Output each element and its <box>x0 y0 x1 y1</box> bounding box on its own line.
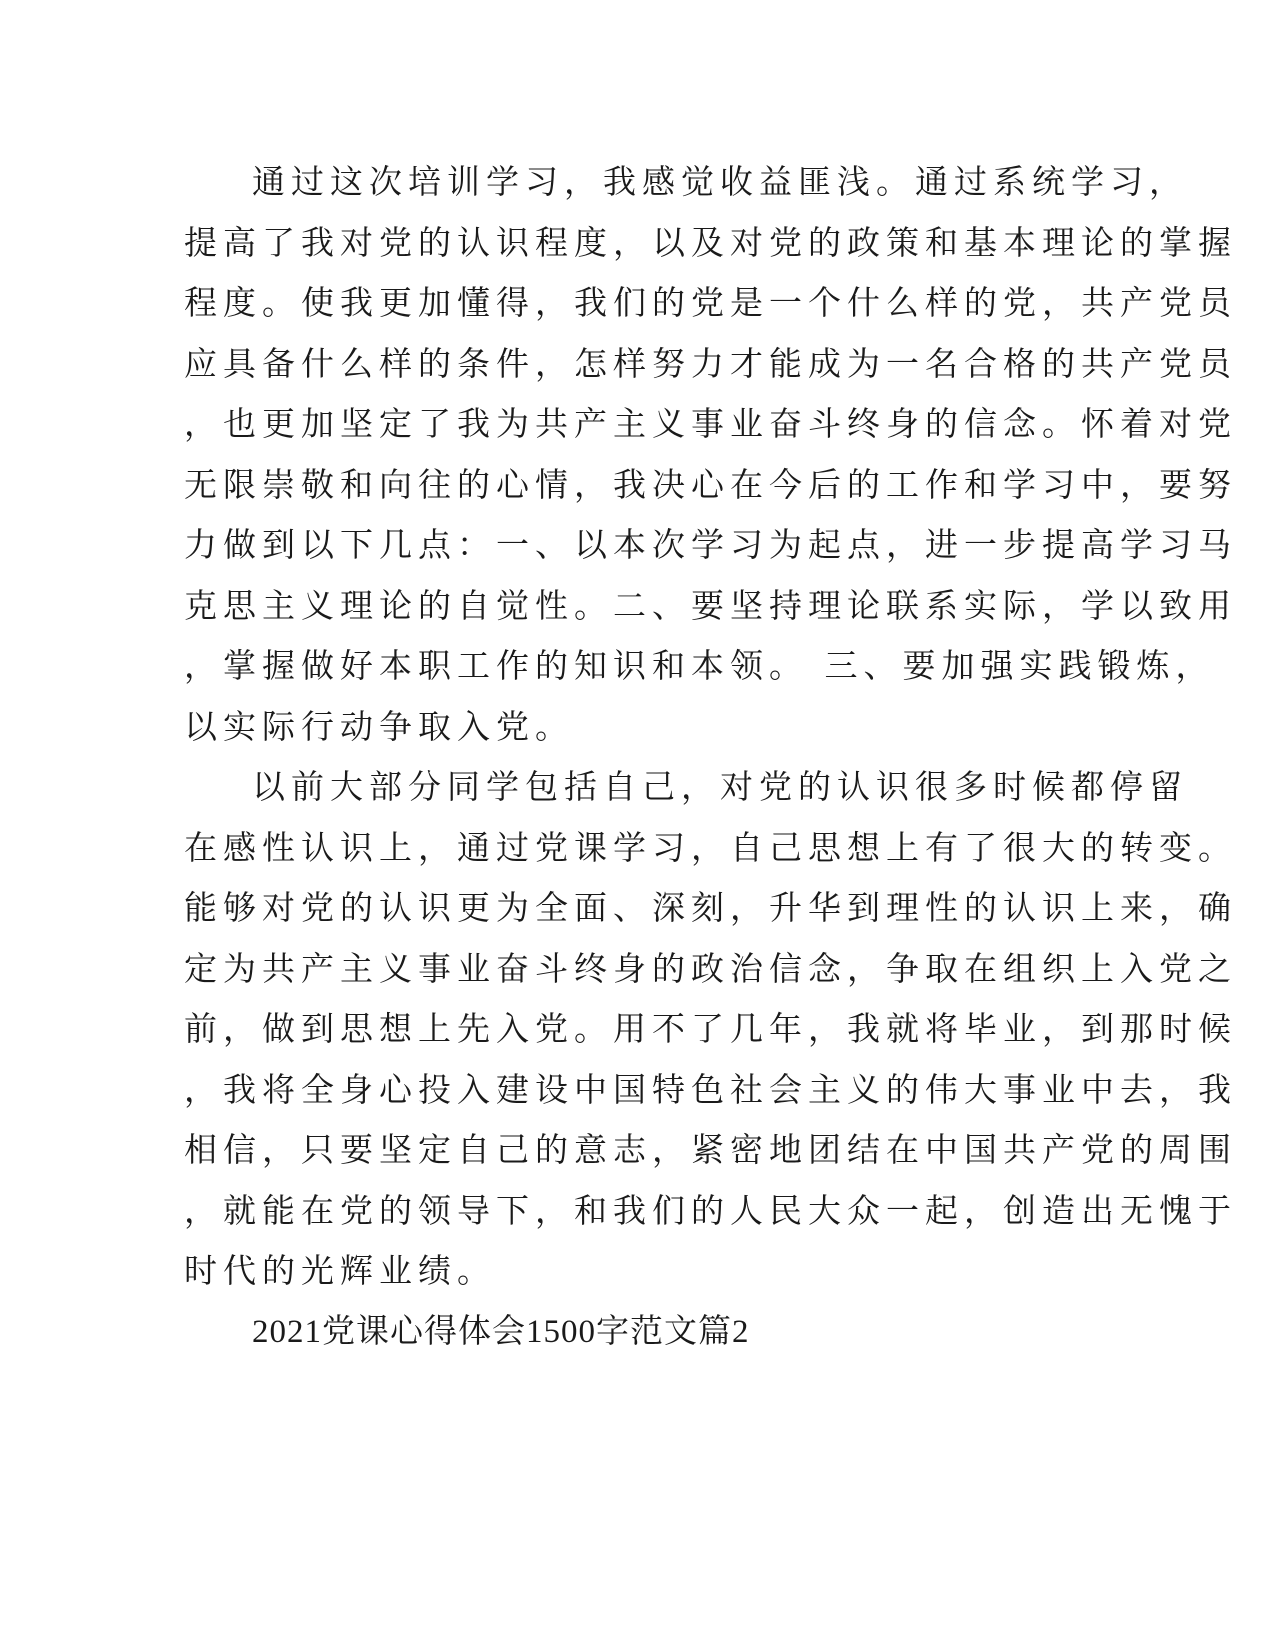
text-line: 力做到以下几点：一、以本次学习为起点，进一步提高学习马 <box>184 525 1237 564</box>
text-line: 无限崇敬和向往的心情，我决心在今后的工作和学习中，要努 <box>184 464 1237 504</box>
text-line: 能够对党的认识更为全面、深刻，升华到理性的认识上来，确 <box>184 888 1237 927</box>
section-heading: 2021党课心得体会1500字范文篇2 <box>252 1313 750 1350</box>
text-line: 克思主义理论的自觉性。二、要坚持理论联系实际，学以致用 <box>184 585 1237 625</box>
text-line: ，就能在党的领导下，和我们的人民大众一起，创造出无愧于 <box>184 1190 1237 1230</box>
text-line: 程度。使我更加懂得，我们的党是一个什么样的党，共产党员 <box>184 283 1237 322</box>
text-line: ，掌握做好本职工作的知识和本领。 三、要加强实践锻炼， <box>184 646 1215 685</box>
text-line: 应具备什么样的条件，怎样努力才能成为一名合格的共产党员 <box>184 343 1237 383</box>
text-line: 提高了我对党的认识程度，以及对党的政策和基本理论的掌握 <box>184 222 1237 262</box>
text-line: 以实际行动争取入党。 <box>184 706 574 746</box>
text-line: 相信，只要坚定自己的意志，紧密地团结在中国共产党的周围 <box>184 1130 1237 1169</box>
paragraph-1 <box>184 152 1237 757</box>
text-line: 前，做到思想上先入党。用不了几年，我就将毕业，到那时候 <box>184 1009 1237 1048</box>
document-body <box>184 152 1237 1362</box>
text-line: ，也更加坚定了我为共产主义事业奋斗终身的信念。怀着对党 <box>184 404 1237 443</box>
text-line: 定为共产主义事业奋斗终身的政治信念，争取在组织上入党之 <box>184 948 1237 988</box>
text-line: 在感性认识上，通过党课学习，自己思想上有了很大的转变。 <box>184 827 1237 867</box>
text-line: 时代的光辉业绩。 <box>184 1251 496 1290</box>
text-line: 以前大部分同学包括自己，对党的认识很多时候都停留 <box>252 767 1188 806</box>
paragraph-2 <box>184 757 1237 1302</box>
text-line: ，我将全身心投入建设中国特色社会主义的伟大事业中去，我 <box>184 1069 1237 1109</box>
text-line: 通过这次培训学习，我感觉收益匪浅。通过系统学习， <box>252 162 1188 201</box>
